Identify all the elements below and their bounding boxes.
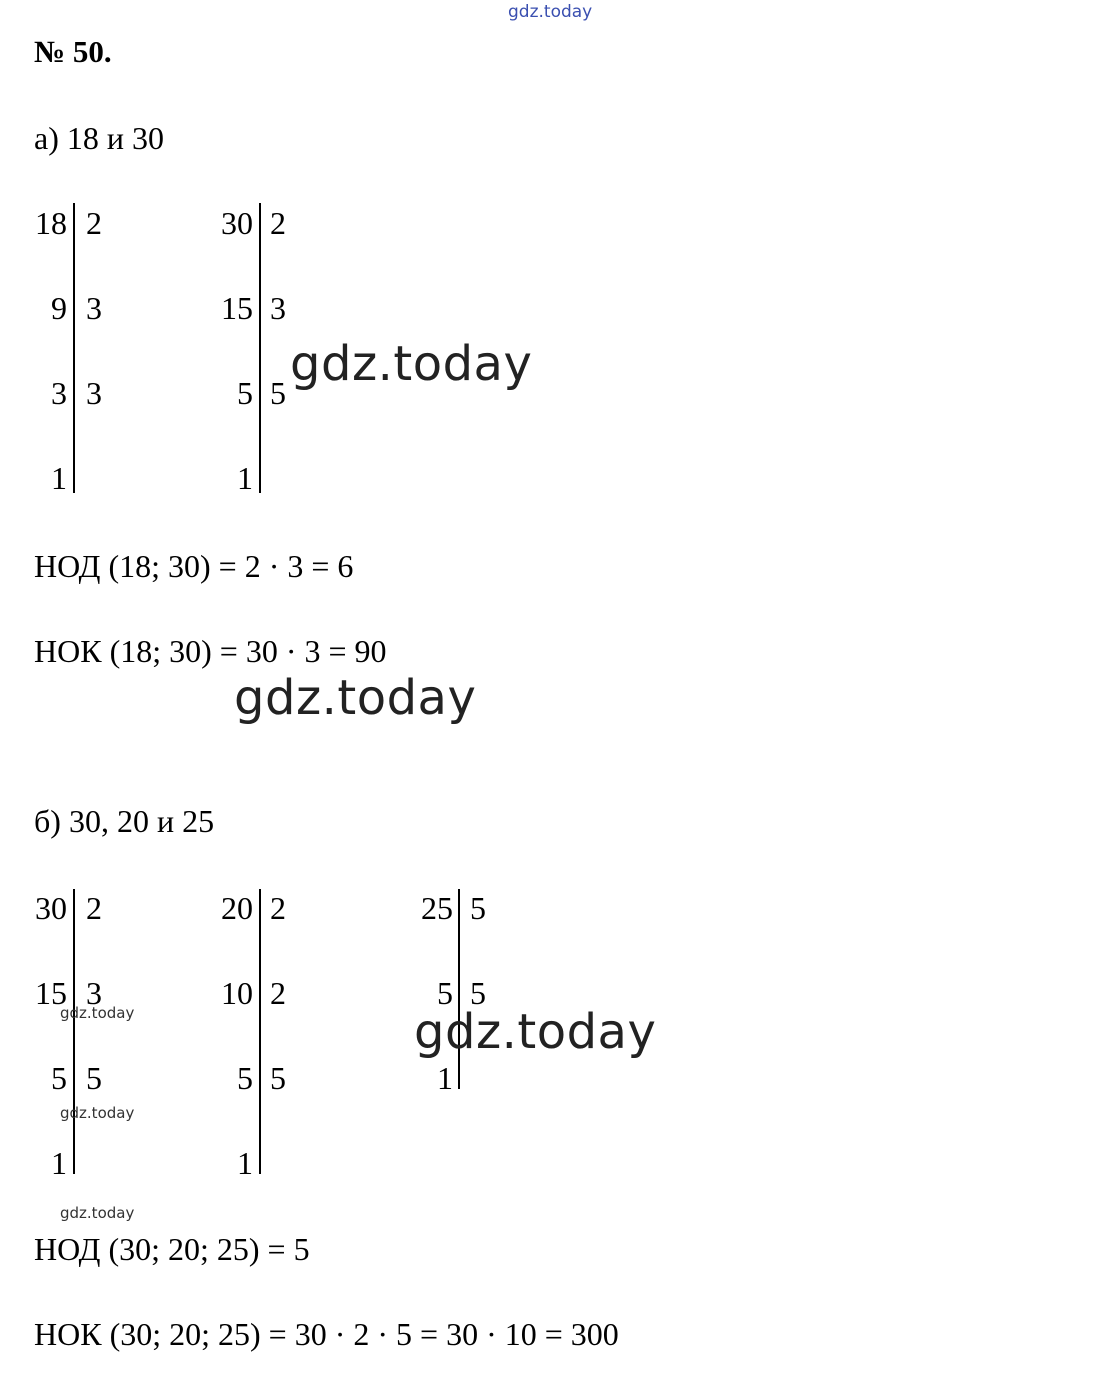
watermark: gdz.today xyxy=(290,336,533,392)
factor-number: 9 xyxy=(51,290,67,326)
watermark: gdz.today xyxy=(60,1004,135,1022)
factor-number: 1 xyxy=(237,1145,253,1181)
factor-divisor: 2 xyxy=(270,890,286,926)
factor-number: 25 xyxy=(421,890,453,926)
factor-number: 1 xyxy=(237,460,253,496)
top-watermark: gdz.today xyxy=(508,2,593,22)
watermark: gdz.today xyxy=(60,1104,135,1122)
factor-number: 10 xyxy=(221,975,253,1011)
part-a-gcd: НОД (18; 30) = 2 · 3 = 6 xyxy=(34,548,354,584)
factor-number: 1 xyxy=(437,1060,453,1096)
divider-line xyxy=(73,203,75,493)
factor-number: 20 xyxy=(221,890,253,926)
factor-divisor: 3 xyxy=(270,290,286,326)
problem-title: № 50. xyxy=(34,34,112,69)
factor-divisor: 5 xyxy=(270,1060,286,1096)
factor-number: 30 xyxy=(35,890,67,926)
factor-divisor: 2 xyxy=(86,205,102,241)
factor-divisor: 5 xyxy=(270,375,286,411)
watermark: gdz.today xyxy=(414,1004,657,1060)
factor-divisor: 2 xyxy=(270,205,286,241)
factor-divisor: 5 xyxy=(470,890,486,926)
watermark: gdz.today xyxy=(234,670,477,726)
watermark: gdz.today xyxy=(60,1204,135,1222)
factor-number: 18 xyxy=(35,205,67,241)
part-b-gcd: НОД (30; 20; 25) = 5 xyxy=(34,1231,310,1267)
part-b-lcm: НОК (30; 20; 25) = 30 · 2 · 5 = 30 · 10 = 300 xyxy=(34,1316,619,1352)
part-b-label: б) 30, 20 и 25 xyxy=(34,803,215,839)
part-a-lcm: НОК (18; 30) = 30 · 3 = 90 xyxy=(34,633,387,669)
factor-divisor: 2 xyxy=(270,975,286,1011)
factor-number: 5 xyxy=(237,1060,253,1096)
factor-number: 1 xyxy=(51,1145,67,1181)
factor-number: 5 xyxy=(437,975,453,1011)
factor-number: 15 xyxy=(35,975,67,1011)
factor-number: 15 xyxy=(221,290,253,326)
divider-line xyxy=(73,889,75,1174)
factor-divisor: 3 xyxy=(86,975,102,1011)
factor-number: 5 xyxy=(237,375,253,411)
factor-divisor: 3 xyxy=(86,290,102,326)
part-a-label: а) 18 и 30 xyxy=(34,120,164,156)
factor-divisor: 3 xyxy=(86,375,102,411)
factor-divisor: 5 xyxy=(470,975,486,1011)
factor-number: 1 xyxy=(51,460,67,496)
divider-line xyxy=(259,203,261,493)
factor-divisor: 5 xyxy=(86,1060,102,1096)
factor-number: 3 xyxy=(51,375,67,411)
factor-divisor: 2 xyxy=(86,890,102,926)
factor-number: 30 xyxy=(221,205,253,241)
divider-line xyxy=(259,889,261,1174)
factor-number: 5 xyxy=(51,1060,67,1096)
